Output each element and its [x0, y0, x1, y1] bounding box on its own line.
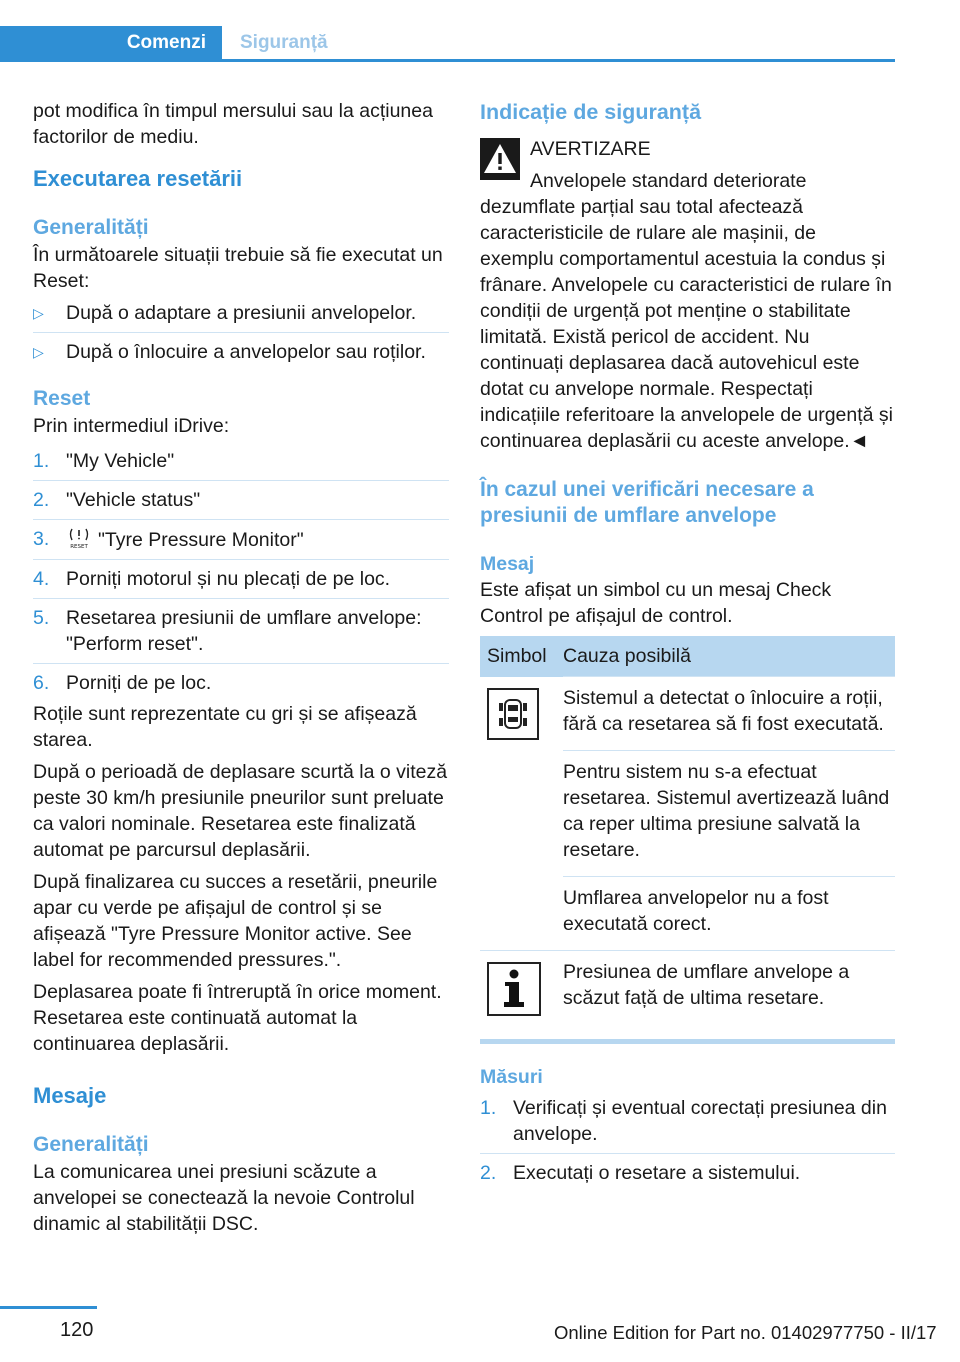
subsection-title-general: Generalități: [33, 216, 149, 239]
step-item: 5. Resetarea presiunii de umflare anvelope: "Perform reset".: [33, 607, 422, 655]
paragraph: După o perioadă de deplasare scurtă la o viteză peste 30 km/h presiunile pneurilor sunt preluate ca valori nominale. Resetarea este finalizată automat pe parcursul deplasării.: [33, 761, 448, 861]
step-item: 3. RESET "Tyre Pressure Monitor": [33, 528, 304, 551]
paragraph: Roțile sunt reprezentate cu gri și se afișează starea.: [33, 703, 417, 751]
warning-triangle-icon: [480, 138, 520, 180]
table-cell-cause: Presiunea de umflare anvelope a scăzut față de ultima resetare.: [563, 951, 895, 1030]
divider: [33, 332, 449, 333]
message-title: Mesaj: [480, 553, 535, 575]
safety-title: Indicație de siguranță: [480, 100, 702, 124]
tab-comenzi[interactable]: Comenzi: [0, 26, 222, 60]
section-title-messages: Mesaje: [33, 1083, 107, 1108]
subsection-title-reset: Reset: [33, 387, 91, 410]
section-title-reset: Executarea resetării: [33, 166, 243, 191]
table-cell-cause: Umflarea anvelopelor nu a fost executată corect.: [563, 877, 895, 951]
table-header-cause: Cauza posibilă: [563, 636, 895, 677]
paragraph: Deplasarea poate fi întreruptă în orice moment. Resetarea este continuată automat la continuarea deplasării.: [33, 981, 442, 1055]
list-item-text: După o înlocuire a anvelopelor sau roților.: [66, 341, 426, 363]
table-row: [480, 677, 895, 751]
warning-label: AVERTIZARE: [530, 138, 651, 160]
step-item: 4. Porniți motorul și nu plecați de pe loc.: [33, 568, 391, 590]
left-column: [33, 98, 449, 1237]
bullet-triangle-icon: ▷: [33, 344, 44, 360]
measure-item: 2. Executați o resetare a sistemului.: [480, 1162, 801, 1184]
general-messages-text: La comunicarea unei presiuni scăzute a anvelopei se conectează la nevoie Controlul dinamic al stabilității DSC.: [33, 1161, 415, 1235]
measures-title: Măsuri: [480, 1066, 543, 1088]
list-item: [33, 300, 449, 326]
reset-steps: [33, 448, 449, 696]
table-row: [480, 951, 895, 1030]
header-tabs: [0, 26, 895, 60]
table-header-symbol: Simbol: [480, 636, 563, 677]
measure-item: 1. Verificați și eventual corectați presiunea din anvelope.: [480, 1097, 887, 1145]
svg-text:RESET: RESET: [70, 544, 88, 550]
check-pressure-title: În cazul unei verificări necesare a presiunii de umflare anvelope: [480, 478, 814, 527]
table-cell-symbol: [480, 677, 563, 951]
list-item-text: După o adaptare a presiunii anvelopelor.: [66, 302, 417, 324]
table-cell-symbol: [480, 951, 563, 1030]
step-item: 6. Porniți de pe loc.: [33, 672, 212, 694]
header-rule: [0, 59, 895, 62]
situations-list: [33, 300, 449, 365]
tab-siguranta[interactable]: Siguranță: [240, 32, 328, 53]
footer-rule: [0, 1306, 97, 1309]
subsection-title-general: Generalități: [33, 1133, 149, 1156]
message-text: Este afișat un simbol cu un mesaj Check Control pe afișajul de control.: [480, 579, 832, 627]
intro-text: pot modifica în timpul mersului sau la acțiunea factorilor de mediu.: [33, 100, 433, 148]
car-tyres-icon: [487, 688, 539, 740]
step-item: 2. "Vehicle status": [33, 489, 201, 511]
warning-text: Anvelopele standard deteriorate dezumflate parțial sau total afectează caracteristicile de rulare ale mașinii, de exemplu comportamentul acestuia la condus și frânare. Anvelopele cu caracteristici de rulare în condiții de urgență pot menține o stabilitate limitată. Există pericol de accident. Nu continuați deplasarea dacă autovehicul este dotat cu anvelope normale. Respectați indicațiile referitoare la anvelopele de urgență și continuarea deplasării cu aceste anvelope.◄: [480, 170, 894, 452]
step-item: 1. "My Vehicle": [33, 450, 175, 472]
table-cell-cause: Sistemul a detectat o înlocuire a roții, fără ca resetarea să fi fost executată.: [563, 677, 895, 751]
warning-block: [480, 132, 895, 454]
info-icon: [487, 962, 541, 1016]
tyre-reset-icon: [66, 526, 92, 550]
measures-list: [480, 1095, 895, 1186]
page-number: 120: [60, 1319, 94, 1341]
bullet-triangle-icon: ▷: [33, 305, 44, 321]
edition-text: Online Edition for Part no. 01402977750 - II/17: [554, 1322, 937, 1343]
reset-intro: Prin intermediul iDrive:: [33, 415, 230, 437]
right-column: [480, 98, 895, 1186]
table-cell-cause: Pentru sistem nu s-a efectuat resetarea. Sistemul avertizează luând ca reper ultima presiune salvată la resetare.: [563, 751, 895, 877]
list-item: [33, 339, 449, 365]
general-text: În următoarele situații trebuie să fie executat un Reset:: [33, 244, 443, 292]
paragraph: După finalizarea cu succes a resetării, pneurile apar cu verde pe afișajul de control și se afișează "Tyre Pressure Monitor active. See label for recommended pressures.".: [33, 871, 438, 971]
symbol-table: [480, 636, 895, 1029]
